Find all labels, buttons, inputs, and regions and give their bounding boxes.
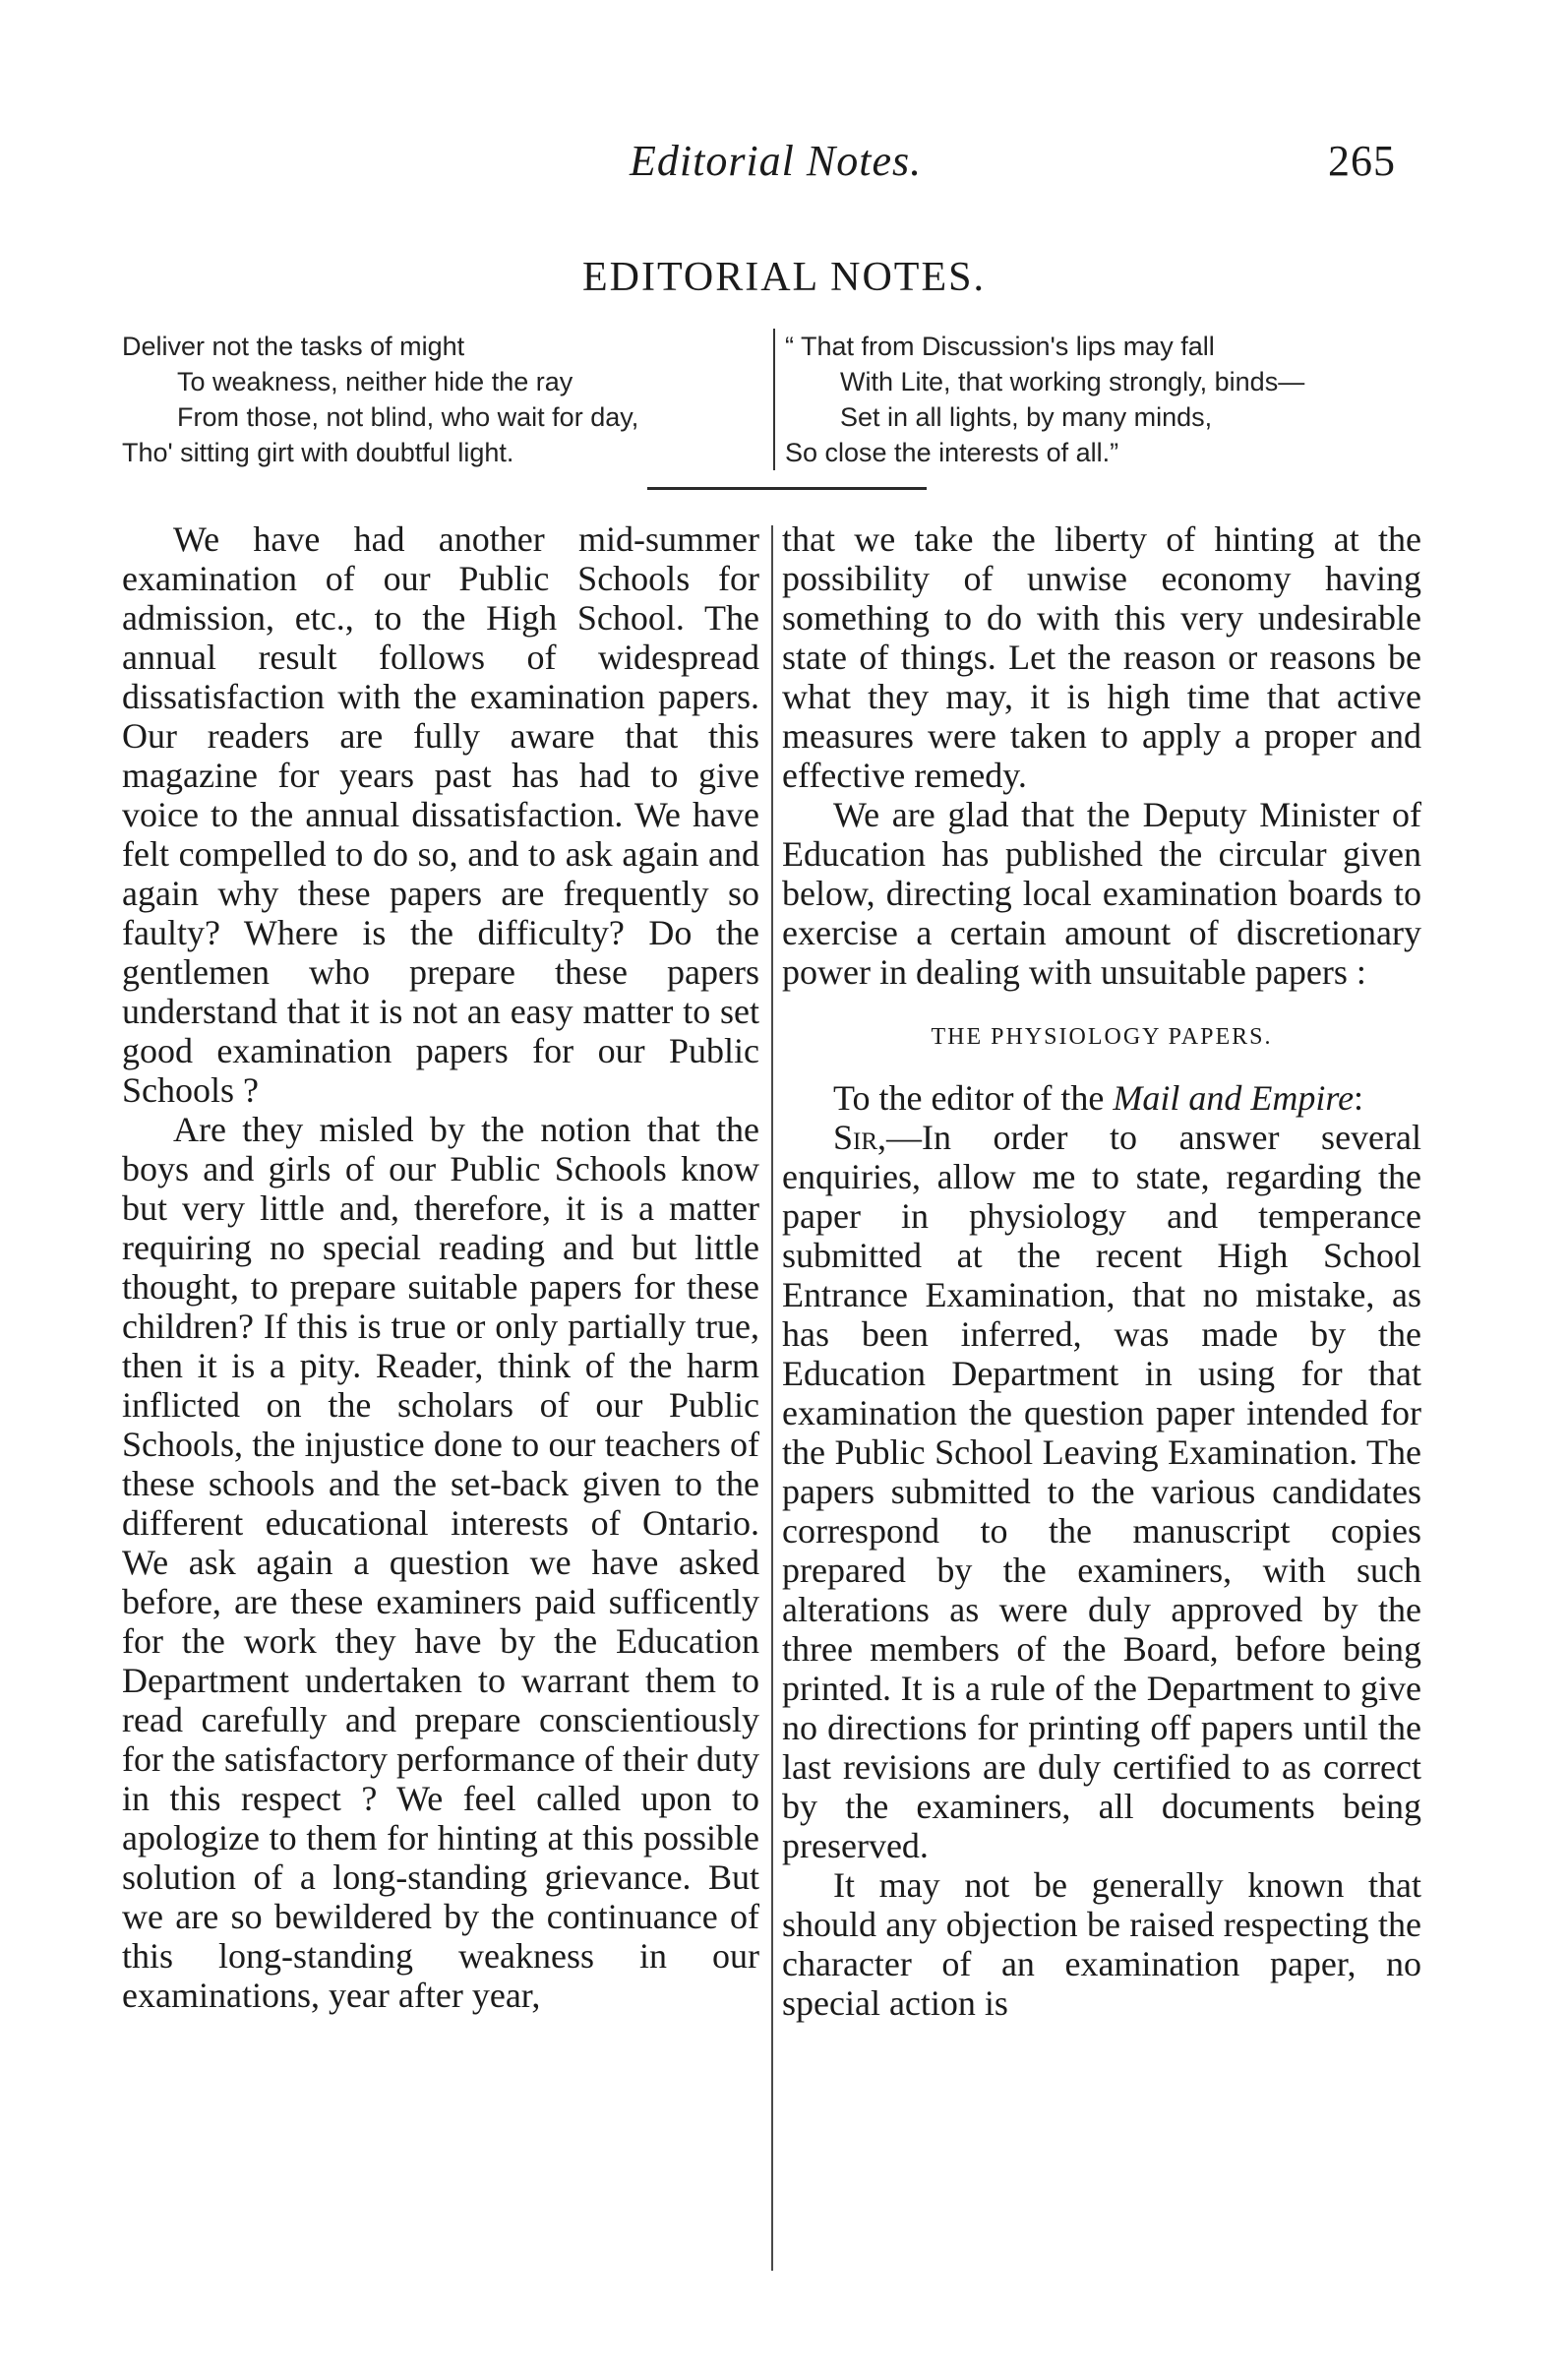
- body-paragraph: Are they misled by the notion that the boys and girls of our Public Schools know but very little and, therefore, it is a matter requiring no special reading and but little thought, to prepare suitable papers for these children? If this is true or only partially true, then it is a pity. Reader, think of the harm inflicted on the scholars of our Public Schools, the injustice done to our teachers of these schools and the set-back given to the different educational interests of Ontario. We ask again a question we have asked before, are these examiners paid sufficently for the work they have by the Education Department undertaken to warrant them to read carefully and prepare conscientiously for the satisfactory performance of their duty in this respect ? We feel called upon to apologize to them for hinting at this possible solution of a long-standing grievance. But we are so bewildered by the continuance of this long-standing weakness in our examinations, year after year,: [122, 1110, 759, 2015]
- addressee-prefix: To the editor of the: [833, 1078, 1105, 1118]
- letter-paragraph: [782, 1118, 1421, 1865]
- body-paragraph: We have had another mid-summer examination of our Public Schools for admission, etc., to the High School. The annual result follows of widespread dissatisfaction with the examination papers. Our readers are fully aware that this magazine for years past has had to give voice to the annual dissatisfaction. We have felt compelled to do so, and to ask again and again why these papers are frequently so faulty? Where is the difficulty? Do the gentlemen who prepare these papers understand that it is not an easy matter to set good examination papers for our Public Schools ?: [122, 519, 759, 1110]
- letter-text: —In order to answer several enquiries, allow me to state, regarding the paper in physiology and temperance submitted at the recent High School Entrance Examination, that no mistake, as has been inferred, was made by the Education Department in using for that examination the question paper intended for the Public School Leaving Examination. The papers submitted to the various candidates correspond to the manuscript copies prepared by the examiners, with such alterations as were duly approved by the three members of the Board, before being printed. It is a rule of the Department to give no directions for printing off papers until the last revisions are duly certified to as correct by the examiners, all documents being preserved.: [782, 1118, 1421, 1865]
- body-paragraph-continuation: that we take the liberty of hinting at the possibility of unwise economy having something to do with this very undesirable state of things. Let the reason or reasons be what they may, it is high time that active measures were taken to apply a proper and effective remedy.: [782, 519, 1421, 795]
- epigraph-line: “ That from Discussion's lips may fall: [785, 332, 1215, 361]
- epigraph-right-stanza: [773, 329, 1454, 470]
- letter-salutation: Sir,: [833, 1118, 887, 1157]
- epigraph-line: With Lite, that working strongly, binds—: [840, 367, 1305, 396]
- page-number: 265: [1328, 137, 1396, 185]
- epigraph-line: Tho' sitting girt with doubtful light.: [122, 438, 514, 467]
- epigraph-left-stanza: [122, 329, 771, 470]
- epigraph-line: From those, not blind, who wait for day,: [177, 402, 639, 432]
- letter-subheading: THE PHYSIOLOGY PAPERS.: [931, 1024, 1273, 1050]
- epigraph-line: To weakness, neither hide the ray: [177, 367, 573, 396]
- epigraph-line: So close the interests of all.”: [785, 438, 1119, 467]
- epigraph-line: Set in all lights, by many minds,: [840, 402, 1213, 432]
- column-divider: [771, 525, 773, 2271]
- newspaper-name: Mail and Empire: [1113, 1078, 1355, 1118]
- left-text-column: [122, 519, 759, 2015]
- section-title: EDITORIAL NOTES.: [582, 255, 986, 300]
- right-text-column: [782, 519, 1421, 2023]
- section-divider-rule: [647, 487, 927, 490]
- body-paragraph: We are glad that the Deputy Minister of Education has published the circular given below, directing local examination boards to exercise a certain amount of discretionary power in dealing with unsuitable papers :: [782, 795, 1421, 992]
- epigraph-line: Deliver not the tasks of might: [122, 332, 465, 361]
- letter-paragraph: It may not be generally known that should any objection be raised respecting the character of an examination paper, no special action is: [782, 1865, 1421, 2023]
- running-title: Editorial Notes.: [630, 137, 923, 185]
- letter-addressee: [782, 1078, 1421, 1118]
- addressee-suffix: :: [1354, 1078, 1364, 1118]
